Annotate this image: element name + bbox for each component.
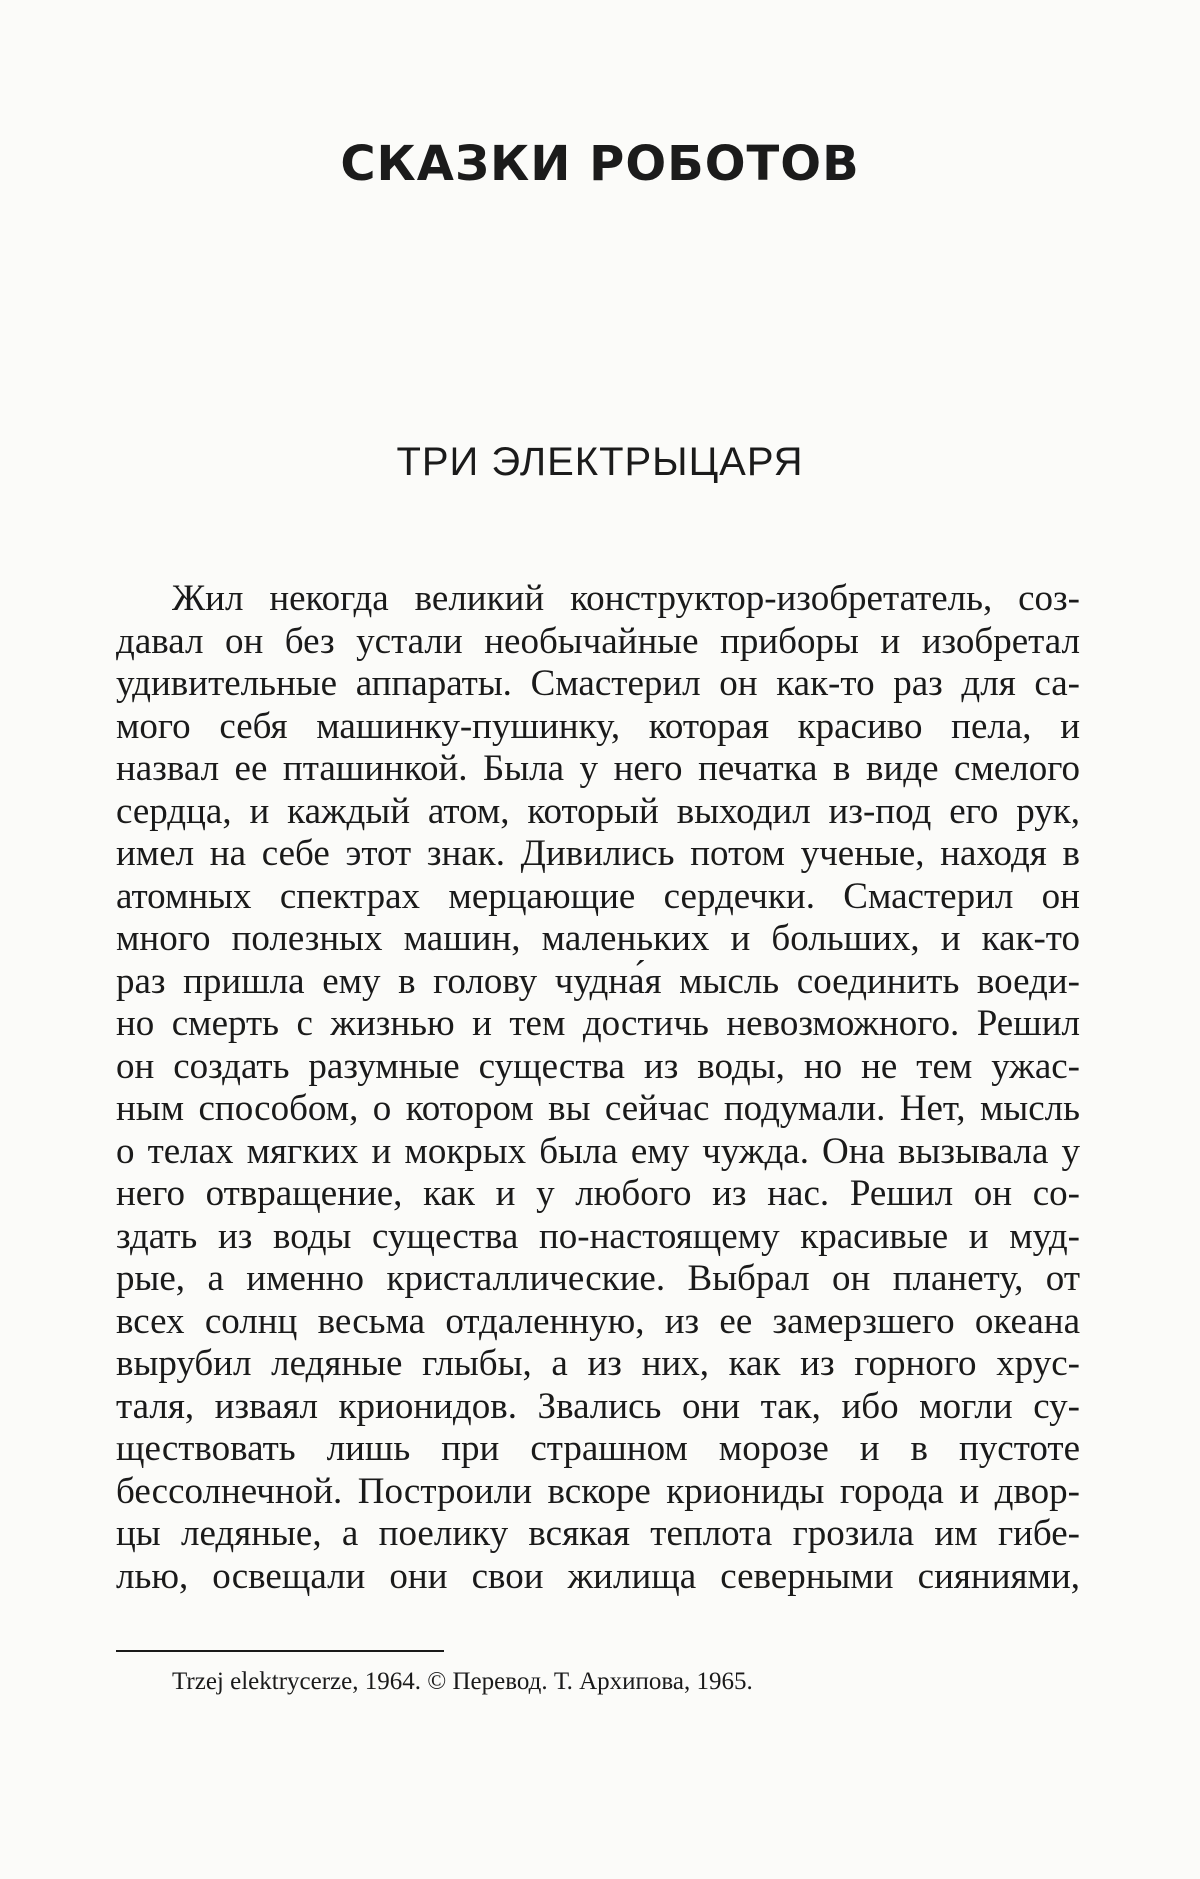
body-line: цы ледяные, а поелику всякая теплота грозила им гибе- [116, 1513, 1080, 1554]
body-line: бессолнечной. Построили вскоре криониды города и двор- [116, 1470, 1080, 1512]
body-line: вырубил ледяные глыбы, а из них, как из горного хрус- [116, 1343, 1080, 1384]
body-line: имел на себе этот знак. Дивились потом ученые, находя в [116, 833, 1080, 874]
footnote-divider [116, 1650, 444, 1652]
story-title: ТРИ ЭЛЕКТРЫЦАРЯ [396, 440, 804, 484]
body-line: назвал ее пташинкой. Была у него печатка в виде смелого [116, 748, 1080, 789]
body-line: мого себя машинку-пушинку, которая красиво пела, и [116, 705, 1080, 747]
body-line: но смерть с жизнью и тем достичь невозможного. Решил [116, 1003, 1080, 1044]
body-line: давал он без устали необычайные приборы и изобретал [116, 620, 1080, 662]
body-line: таля, изваял крионидов. Звались они так, ибо могли су- [116, 1385, 1080, 1427]
body-line: здать из воды существа по-настоящему красивые и муд- [116, 1215, 1080, 1257]
body-line: Жил некогда великий конструктор-изобретатель, соз- [172, 578, 1080, 619]
body-line: рые, а именно кристаллические. Выбрал он планету, от [116, 1258, 1080, 1299]
body-line: сердца, и каждый атом, который выходил из-под его рук, [116, 790, 1080, 832]
body-line: атомных спектрах мерцающие сердечки. Смастерил он [116, 875, 1080, 917]
body-line: раз пришла ему в голову чудна́я мысль соединить воеди- [116, 960, 1080, 1002]
body-line: он создать разумные существа из воды, но не тем ужас- [116, 1045, 1080, 1087]
body-line: много полезных машин, маленьких и больших, и как-то [116, 918, 1080, 959]
book-title: СКАЗКИ РОБОТОВ [340, 136, 860, 192]
body-line: него отвращение, как и у любого из нас. Решил он со- [116, 1173, 1080, 1214]
body-line: лью, освещали они свои жилища северными сияниями, [116, 1555, 1080, 1597]
body-line: ществовать лишь при страшном морозе и в пустоте [116, 1428, 1080, 1469]
story-body [116, 578, 1080, 1598]
body-line: удивительные аппараты. Смастерил он как-то раз для са- [116, 663, 1080, 704]
body-line: всех солнц весьма отдаленную, из ее замерзшего океана [116, 1300, 1080, 1342]
footnote: Trzej elektrycerze, 1964. © Перевод. Т. Архипова, 1965. [172, 1668, 753, 1695]
body-line: ным способом, о котором вы сейчас подумали. Нет, мысль [116, 1088, 1080, 1129]
body-line: о телах мягких и мокрых была ему чужда. Она вызывала у [116, 1130, 1080, 1172]
